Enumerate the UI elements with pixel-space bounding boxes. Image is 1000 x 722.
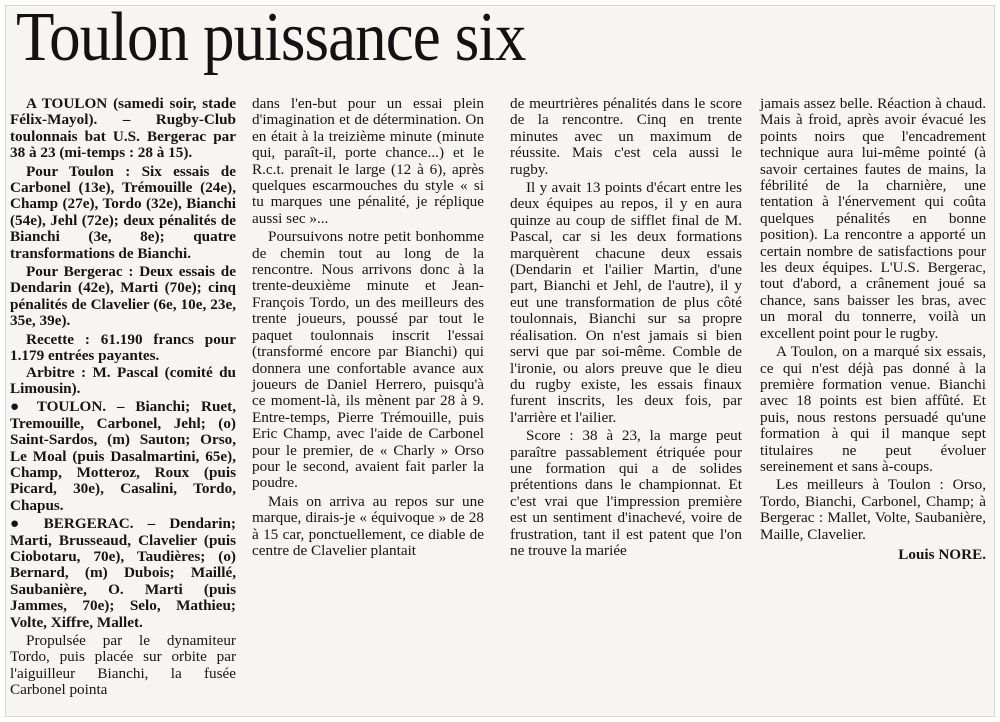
author-signature: Louis NORE. xyxy=(898,545,986,563)
article-body-paragraph: dans l'en-but pour un essai plein d'imagination et de détermination. On en était à la treizième minute (minute qui, paraît-il, porte chance...) et le R.c.t. prenait le large (12 à 6), après quelques escarmouches du style « si tu marques une pénalité, je réplique aussi sec »... xyxy=(252,95,484,227)
newspaper-clipping xyxy=(6,6,994,716)
article-column-3 xyxy=(510,96,742,559)
article-body-paragraph: Mais on arriva au repos sur une marque, dirais-je « équivoque » de 28 à 15 car, ponctuellement, ce diable de centre de Clavelier plantait xyxy=(252,492,484,559)
article-column-1 xyxy=(10,96,236,699)
bergerac-scorers: Pour Bergerac : Deux essais de Dendarin (42e), Marti (70e); cinq pénalités de Clavelier (6e, 10e, 23e, 35e, 39e). xyxy=(10,263,236,330)
article-column-4 xyxy=(760,96,986,563)
article-body-paragraph: Il y avait 13 points d'écart entre les deux équipes au repos, il y en aura quinze au coup de sifflet final de M. Pascal, car si les deux formations marquèrent chacune deux essais (Dendarin et l'ailier Martin, d'une part, Bianchi et Jehl, de l'autre), il y eut une transformation de plus côté toulonnais, Bianchi sur sa propre réalisation. On n'est jamais si bien servi que par soi-même. Comble de l'ironie, ou alors preuve que le dieu du rugby existe, les essais finaux furent inscrits, les deux fois, par l'arrière et l'ailier. xyxy=(510,179,742,426)
article-body-paragraph: jamais assez belle. Réaction à chaud. Mais à froid, après avoir évacué les points noirs que l'encadrement technique aura lui-même pointé (à savoir certaines fautes de mains, la fébrilité de la charnière, une tentation à l'énervement qui coûta quelques pénalités en bonne position). La rencontre a apporté un certain nombre de satisfactions pour les deux équipes. L'U.S. Bergerac, tout d'abord, a crânement joué sa chance, sans baisser les bras, avec un moral du tonnerre, voilà un excellent point pour le rugby. xyxy=(760,95,986,342)
match-summary: A TOULON (samedi soir, stade Félix-Mayol). – Rugby-Club toulonnais bat U.S. Bergerac par 38 à 23 (mi-temps : 28 à 15). xyxy=(10,95,236,162)
bergerac-lineup: ● BERGERAC. – Dendarin; Marti, Brusseaud, Clavelier (puis Ciobotaru, 70e), Taudières; (o) Bernard, (m) Dubois; Maillé, Saubanière, O. Marti (puis Jammes, 70e); Selo, Mathieu; Volte, Xiffre, Mallet. xyxy=(10,515,236,631)
article-body-paragraph: de meurtrières pénalités dans le score de la rencontre. Cinq en trente minutes avec un maximum de réussite. Mais c'est cela aussi le rugby. xyxy=(510,95,742,178)
article-body-paragraph: Score : 38 à 23, la marge peut paraître passablement étriquée pour une formation qui a de solides prétentions dans le championnat. Et c'est vrai que l'impression première est un sentiment d'inachevé, voire de frustration, tant il est patent que l'on ne trouve la mariée xyxy=(510,427,742,559)
article-body-paragraph: A Toulon, on a marqué six essais, ce qui n'est déjà pas donné à la première formation venue. Bianchi avec 18 points est bien affûté. Et puis, nous restons persuadé qu'une formation à qui il manque sept titulaires ne peut évoluer sereinement et sans à-coups. xyxy=(760,343,986,475)
toulon-lineup: ● TOULON. – Bianchi; Ruet, Tremouille, Carbonel, Jehl; (o) Saint-Sardos, (m) Sauton; Orso, Le Moal (puis Dasalmartini, 65e), Champ, Motteroz, Roux (puis Picard, 30e), Casalini, Tordo, Chapus. xyxy=(10,398,236,514)
referee: Arbitre : M. Pascal (comité du Limousin). xyxy=(10,363,236,397)
toulon-scorers: Pour Toulon : Six essais de Carbonel (13e), Trémouille (24e), Champ (27e), Tordo (32e), Bianchi (54e), Jehl (72e); deux pénalités de Bianchi (3e, 8e); quatre transformations de Bianchi. xyxy=(10,162,236,262)
article-body-paragraph: Propulsée par le dynamiteur Tordo, puis placée sur orbite par l'aiguilleur Bianchi, la fusée Carbonel pointa xyxy=(10,632,236,699)
headline: Toulon puissance six xyxy=(16,6,526,76)
article-column-2 xyxy=(252,96,484,559)
gate-receipts: Recette : 61.190 francs pour 1.179 entrées payantes. xyxy=(10,330,236,365)
article-body-paragraph: Poursuivons notre petit bonhomme de chemin tout au long de la rencontre. Nous arrivons donc à la trente-deuxième minute et Jean-François Tordo, un des meilleurs des trente joueurs, poussé par tout le paquet toulonnais inscrit l'essai (transformé encore par Bianchi) qui donnera une confortable avance aux joueurs de Daniel Herrero, puisqu'à ce moment-là, ils mènent par 28 à 9. Entre-temps, Pierre Trémouille, puis Eric Champ, avec l'aide de Carbonel pour le premier, de « Charly » Orso pour le second, avaient fait parler la poudre. xyxy=(252,228,484,492)
best-players: Les meilleurs à Toulon : Orso, Tordo, Bianchi, Carbonel, Champ; à Bergerac : Mallet, Volte, Saubanière, Maille, Clavelier. xyxy=(760,476,986,543)
